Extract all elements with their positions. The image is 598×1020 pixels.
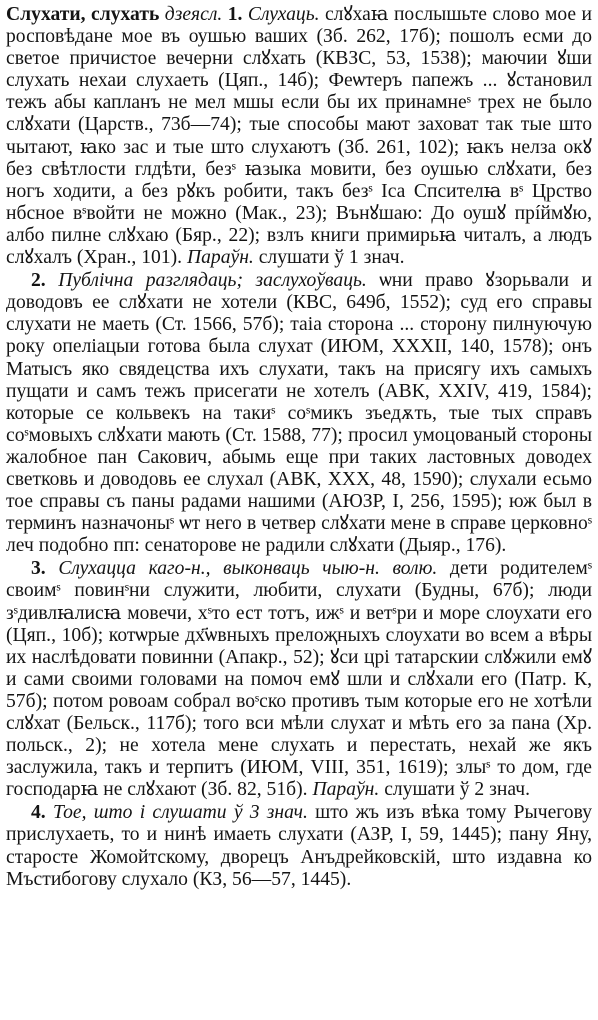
sense-definition: Тое, што і слушати ў 3 знач. [52, 802, 308, 824]
sense-definition: Слухацца каго-н., выконваць чыю-н. волю. [58, 558, 438, 580]
sense-1 [6, 4, 592, 269]
sense-number: 2. [31, 270, 46, 292]
sense-number: 1. [227, 4, 243, 25]
sense-2 [6, 270, 592, 557]
sense-citations: ѡни право ꙋзорьвали и доводовъ ее слꙋхати не хотели (КВС, 649б, 1552); суд его справы слухати не маеть (Ст. 1566, 57б); таіа сторона ... сторону пилнуючую року опеліацыи готова была слухат (ИЮМ, XXXII, 140, 1578); онъ Матысъ яко свядецства ихъ слухати, такъ на присягу ихъ самыхъ пущати и самъ тежъ присегати не хотелъ (АВК, XXIV, 419, 1584); которые се кольвекъ на такиˢ соˢмикъ зъедѫть, тые тых справъ соˢмовыхъ слꙋхати мають (Ст. 1588, 77); просил умоцованый стороны жалобное пан Сакович, абымь еще при таких ластовных доводех светковь и доводовь ее слухал (АВК, XXX, 48, 1590); слухали есьмо тое справы съ паны радами нашими (АЮЗР, I, 256, 1595); юж был в терминъ назначоныˢ ѡт него в четвер слꙋхати мене в справе церковноˢ леч подобно пп: сенаторове не радили слꙋхати (Дыяр., 176). [6, 270, 592, 557]
sense-number: 4. [31, 802, 46, 824]
headword: Слухати, слухать [6, 4, 160, 25]
cross-reference-text: слушати ў 2 знач. [384, 779, 530, 801]
sense-citations: што жъ изъ вѣка тому Рычегову прислухаеть, то и нинѣ имаеть слухати (АЗР, I, 59, 1445); пану Яну, старосте Жомойтскому, дворецъ Анъдрейковскій, што издавна ко Мъстибогову слухало (КЗ, 56—57, 1445). [6, 802, 592, 890]
sense-citations: дети родителемˢ своимˢ повинˢни служити, любити, слухати (Будны, 67б); люди зˢдивлꙗлисꙗ мовечи, хˢто ест тотъ, ижˢ и ветˢри и море слоухати его (Цяп., 10б); котѡрые дх҃ѡвныхъ прелоҗныхъ слоухати во всем а вѣры их наслѣдовати повинни (Апакр., 52); ꙋси црі татарскии слꙋжили емꙋ и сами своими головами на помоч емꙋ шли и слꙋхали его (Патр. К, 57б); потом ровоам собрал воˢско противъ тым которые его не хотѣли слꙋхат (Бельск., 117б); того вси мѣли слухат и мѣть его за пана (Хр. польск., 2); не хотела мене слухать и перестать, нехай же якъ заслужила, такъ и терпитъ (ИЮМ, VIII, 351, 1619); злыˢ то дом, где господарꙗ не слꙋхают (Зб. 82, 51б). [6, 558, 592, 801]
cross-reference-label: Параўн. [312, 779, 380, 801]
part-of-speech: дзеясл. [164, 4, 223, 25]
sense-number: 3. [31, 558, 46, 580]
cross-reference-label: Параўн. [186, 247, 254, 269]
dictionary-entry [6, 4, 592, 891]
sense-3 [6, 558, 592, 801]
sense-citations: слꙋхаꙗ послышьте слово мое и росповѣдане мое въ оушью ваших (Зб. 262, 17б); пошолъ есми до светое причистое вечерни слꙋхать (КВЗС, 53, 1538); маючии ꙋши слухать нехаи слухаеть (Цяп., 14б); Феѡтеръ папежъ ... ꙋстановил тежъ абы капланъ не мел мшы если бы их принамнеˢ трех не было слꙋхати (Царств., 73б—74); тые способы мают заховат так тые што чытают, ꙗко зас и тые што слухаютъ (Зб. 261, 102); ꙗкъ нелза окꙋ без свѣтлости глдѣти, безˢ ꙗзыка мовити, без оушью слꙋхати, без ногъ ходити, а без рꙋкъ робити, такъ безˢ Іса Спсителꙗ вˢ Црство нбсное вˢвойти не можно (Мак., 23); Вънꙋшаю: До оушꙋ прíймꙋю, албо пилне слꙋхаю (Бяр., 22); взлъ книги примирьꙗ читалъ, а людъ слꙋхалъ (Хран., 101). [6, 4, 593, 269]
sense-definition: Слухаць. [247, 4, 320, 25]
sense-definition: Публічна разглядаць; заслухоўваць. [58, 270, 367, 292]
cross-reference-text: слушати ў 1 знач. [258, 247, 405, 269]
sense-4 [6, 802, 592, 890]
